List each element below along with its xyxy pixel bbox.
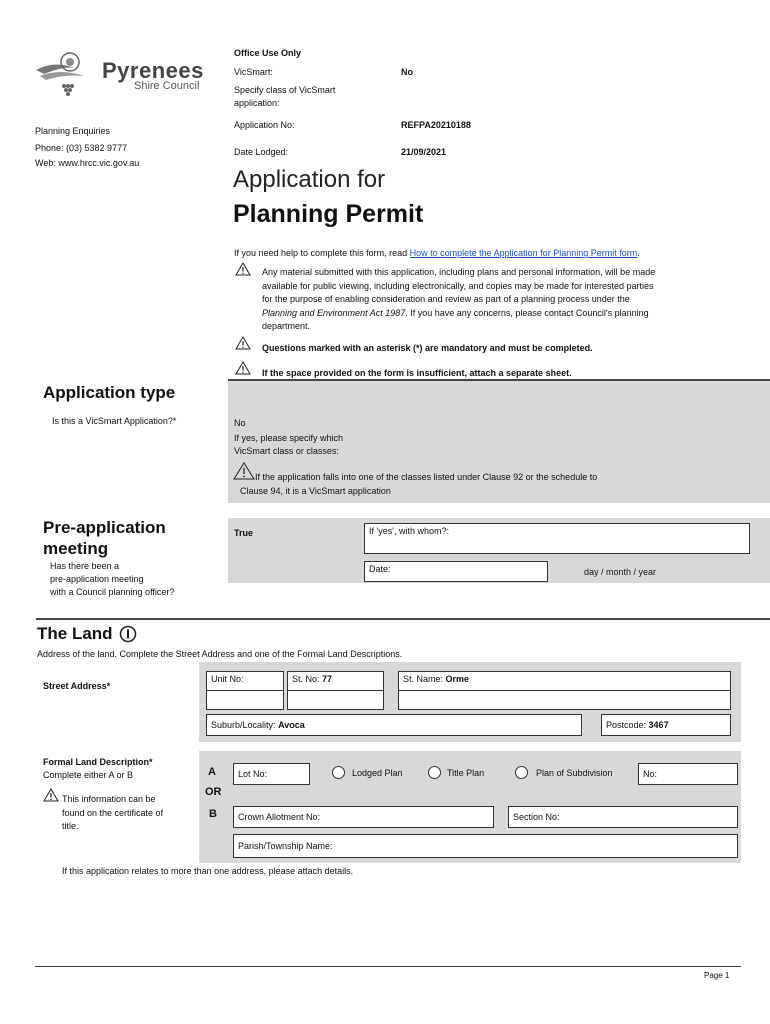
street-no-field-row2[interactable] [287,690,384,710]
street-no-label: St. No: [292,674,320,684]
vicsmart-note-1: If the application falls into one of the classes listed under Clause 92 or the schedule to [255,472,598,482]
info-text-2: found on the certificate of [62,808,164,818]
with-whom-label: If 'yes', with whom?: [369,526,449,536]
lodged-plan-radio[interactable] [332,766,345,779]
date-lodged-value: 21/09/2021 [401,147,447,157]
vicsmart-label: VicSmart: [234,67,273,77]
lot-no-field[interactable] [233,763,310,785]
section-title-the-land: The Land [37,624,113,643]
logo-subtitle: Shire Council [134,80,200,92]
formal-land-sub: Complete either A or B [43,770,134,780]
unit-no-label: Unit No: [211,674,244,684]
unit-no-field[interactable] [206,671,284,691]
postcode-field[interactable] [601,714,731,736]
notice-1d-rest: . If you have any concerns, please contact Council's planning [405,307,649,318]
logo-name: Pyrenees [102,58,204,83]
help-suffix: . [637,248,640,258]
info-text-3: title. [62,821,79,831]
vicsmart-answer[interactable]: No [234,418,246,428]
act-name: Planning and Environment Act 1987 [262,307,406,318]
page-number: Page 1 [704,971,730,980]
phone-number: Phone: (03) 5382 9777 [35,143,128,153]
parish-township-field[interactable] [233,834,738,858]
page-title-line1: Application for [233,166,386,193]
land-subtitle: Address of the land. Complete the Street Address and one of the Formal Land Descriptions. [37,649,403,659]
postcode-label: Postcode: [606,720,647,730]
office-use-title: Office Use Only [234,48,302,58]
date-format-hint: day / month / year [584,567,657,577]
specify-text-2: VicSmart class or classes: [234,446,339,456]
street-name-field-row2[interactable] [398,690,731,710]
section-title-pre-application-1: Pre-application [43,518,166,537]
warning-icon [235,336,251,350]
warning-icon [235,361,251,375]
app-no-label: Application No: [234,120,295,130]
warning-icon [233,462,255,480]
street-address-label: Street Address* [43,681,111,691]
lodged-plan-label: Lodged Plan [352,768,403,778]
unit-no-field-row2[interactable] [206,690,284,710]
class-label-2: application: [234,98,280,108]
notice-1c: for the purpose of enabling consideration and review as part of a planning process under the [262,294,630,304]
or-label: OR [205,786,222,798]
pre-app-question-1: Has there been a [50,561,120,571]
notice-mandatory: Questions marked with an asterisk (*) are mandatory and must be completed. [262,343,593,353]
meeting-date-label: Date: [369,564,391,574]
warning-icon [235,262,251,276]
website: Web: www.hrcc.vic.gov.au [35,158,140,168]
plan-no-label: No: [643,769,658,779]
street-name-value: Orme [445,674,470,684]
class-label-1: Specify class of VicSmart [234,85,336,95]
notice-1 [262,266,752,334]
help-prefix: If you need help to complete this form, read [234,248,410,258]
street-no-field[interactable] [287,671,384,691]
section-divider [36,618,770,620]
section-title-application-type: Application type [43,383,176,402]
suburb-value: Avoca [278,720,305,730]
with-whom-field[interactable] [364,523,750,554]
street-no-value: 77 [322,674,333,684]
section-no-label: Section No: [513,812,560,822]
option-b-label: B [209,808,217,820]
notice-space: If the space provided on the form is insufficient, attach a separate sheet. [262,368,572,378]
notice-1b: available for public viewing, including electronically, and copies may be made for interested parties [262,280,654,291]
vicsmart-note-2: Clause 94, it is a VicSmart application [240,486,391,496]
title-plan-radio[interactable] [428,766,441,779]
help-text [234,248,640,258]
postcode-value: 3467 [648,720,669,730]
info-icon [119,625,137,643]
council-logo [34,46,204,102]
lot-no-label: Lot No: [238,769,268,779]
vicsmart-question: Is this a VicSmart Application?* [52,416,177,426]
vicsmart-value: No [401,67,413,77]
pre-app-question-3: with a Council planning officer? [50,587,175,597]
info-text-1: This information can be [62,794,156,804]
suburb-field[interactable] [206,714,582,736]
notice-1a: Any material submitted with this application, including plans and personal information, will be made [262,267,656,277]
plan-of-subdivision-label: Plan of Subdivision [536,768,613,778]
page-title-line2: Planning Permit [233,200,424,228]
meeting-date-field[interactable] [364,561,548,582]
option-a-label: A [208,766,216,778]
pre-app-question-2: pre-application meeting [50,574,144,584]
date-lodged-label: Date Lodged: [234,147,289,157]
app-no-value: REFPA20210188 [401,120,471,130]
notice-1e: department. [262,321,311,331]
notice-1d [262,307,752,321]
section-title-pre-application-2: meeting [43,539,109,558]
plan-of-subdivision-radio[interactable] [515,766,528,779]
help-link[interactable]: How to complete the Application for Planning Permit form [409,248,638,258]
pre-app-answer[interactable]: True [234,528,254,538]
street-name-label: St. Name: [403,674,444,684]
footer-divider [35,966,741,967]
specify-text-1: If yes, please specify which [234,433,344,443]
street-name-field[interactable] [398,671,731,691]
crown-allotment-label: Crown Allotment No: [238,812,321,822]
plan-no-field[interactable] [638,763,738,785]
parish-township-label: Parish/Township Name: [238,841,333,851]
title-plan-label: Title Plan [447,768,485,778]
formal-land-label: Formal Land Description* [43,757,153,767]
suburb-label: Suburb/Locality: [211,720,276,730]
multi-address-note: If this application relates to more than one address, please attach details. [62,866,354,876]
planning-enquiries: Planning Enquiries [35,126,111,136]
logo-emblem-icon [34,46,104,102]
section-no-field[interactable] [508,806,738,828]
crown-allotment-field[interactable] [233,806,494,828]
warning-icon [43,788,59,802]
